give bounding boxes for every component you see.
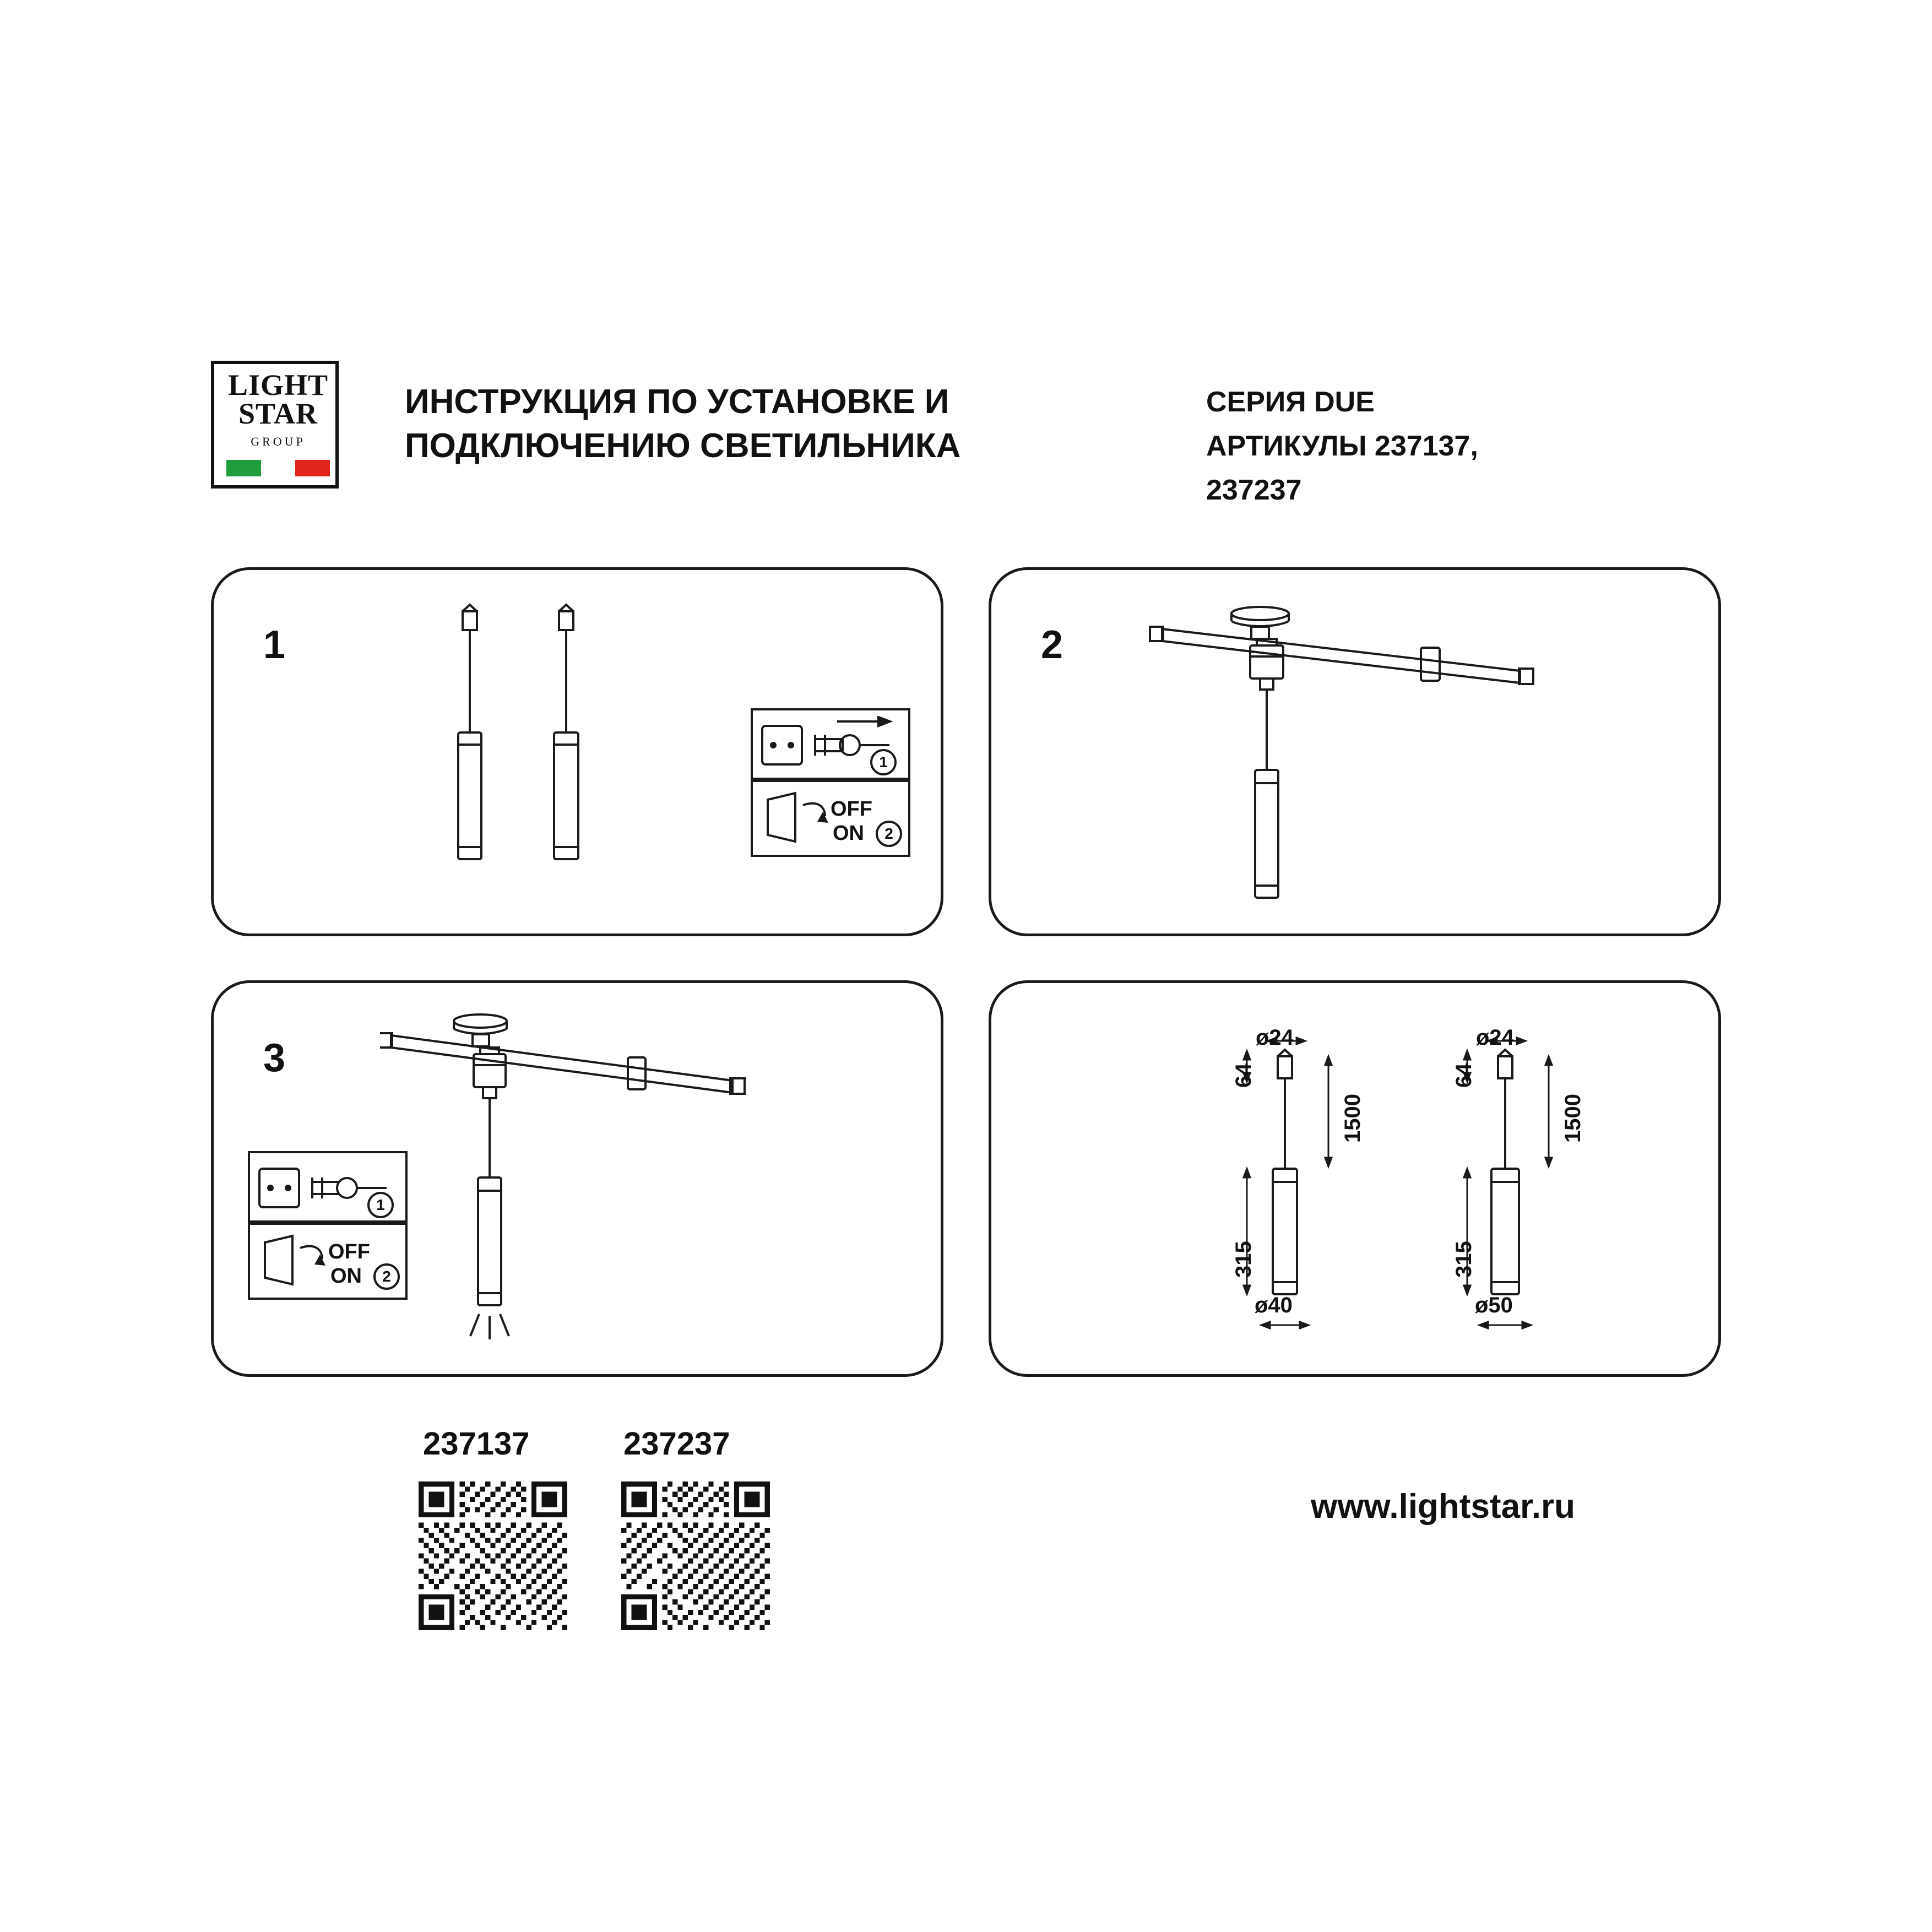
- badge-2-step3: 2: [373, 1263, 400, 1290]
- switch-on-label-step3: ON: [330, 1265, 362, 1288]
- right-body-length-label: 315: [1452, 1241, 1476, 1278]
- right-bottom-diameter-label: ø50: [1475, 1293, 1513, 1317]
- right-top-diameter-label: ø24: [1476, 1025, 1514, 1050]
- series-name: СЕРИЯ DUE: [1206, 386, 1375, 418]
- left-cap-height-label: 64: [1231, 1063, 1256, 1088]
- step-1-number: 1: [263, 623, 286, 667]
- switch-off-label-step3: OFF: [328, 1240, 370, 1263]
- page-title: ИНСТРУКЦИЯ ПО УСТАНОВКЕ И ПОДКЛЮЧЕНИЮ СВЕТИЛЬНИКА: [405, 383, 961, 465]
- step-1-fixtures-illustration: [430, 600, 661, 909]
- product-code-left: 237137: [423, 1426, 530, 1462]
- step-2-number: 2: [1041, 623, 1063, 667]
- step-3-number: 3: [263, 1036, 286, 1080]
- left-body-length-label: 315: [1231, 1241, 1256, 1278]
- logo-subtitle: GROUP: [251, 435, 306, 448]
- article-line-1: АРТИКУЛЫ 237137,: [1206, 430, 1478, 462]
- series-info: [1206, 380, 1702, 512]
- qr-code-237237: [621, 1481, 770, 1630]
- product-code-right: 237237: [623, 1426, 730, 1462]
- badge-1-step3: 1: [367, 1192, 394, 1218]
- logo-wordmark: [214, 368, 342, 430]
- right-cable-length-label: 1500: [1561, 1094, 1585, 1143]
- logo-line-2: STAR: [238, 397, 318, 430]
- left-bottom-diameter-label: ø40: [1255, 1293, 1293, 1317]
- qr-code-237137: [419, 1481, 567, 1630]
- step-3-track-illustration: [380, 1002, 887, 1355]
- badge-2-step1: 2: [876, 821, 902, 847]
- right-cap-height-label: 64: [1452, 1063, 1476, 1088]
- article-line-2: 237237: [1206, 474, 1302, 506]
- step-2-track-illustration: [1135, 595, 1685, 925]
- switch-on-label-step1: ON: [833, 822, 864, 845]
- switch-off-label-step1: OFF: [831, 797, 872, 821]
- left-cable-length-label: 1500: [1341, 1094, 1365, 1143]
- italian-flag-icon: [226, 460, 330, 476]
- left-top-diameter-label: ø24: [1256, 1025, 1294, 1050]
- brand-logo: [211, 361, 339, 489]
- logo-line-1: LIGHT: [227, 368, 329, 401]
- badge-1-step1: 1: [870, 749, 897, 775]
- website-url: www.lightstar.ru: [1311, 1488, 1575, 1526]
